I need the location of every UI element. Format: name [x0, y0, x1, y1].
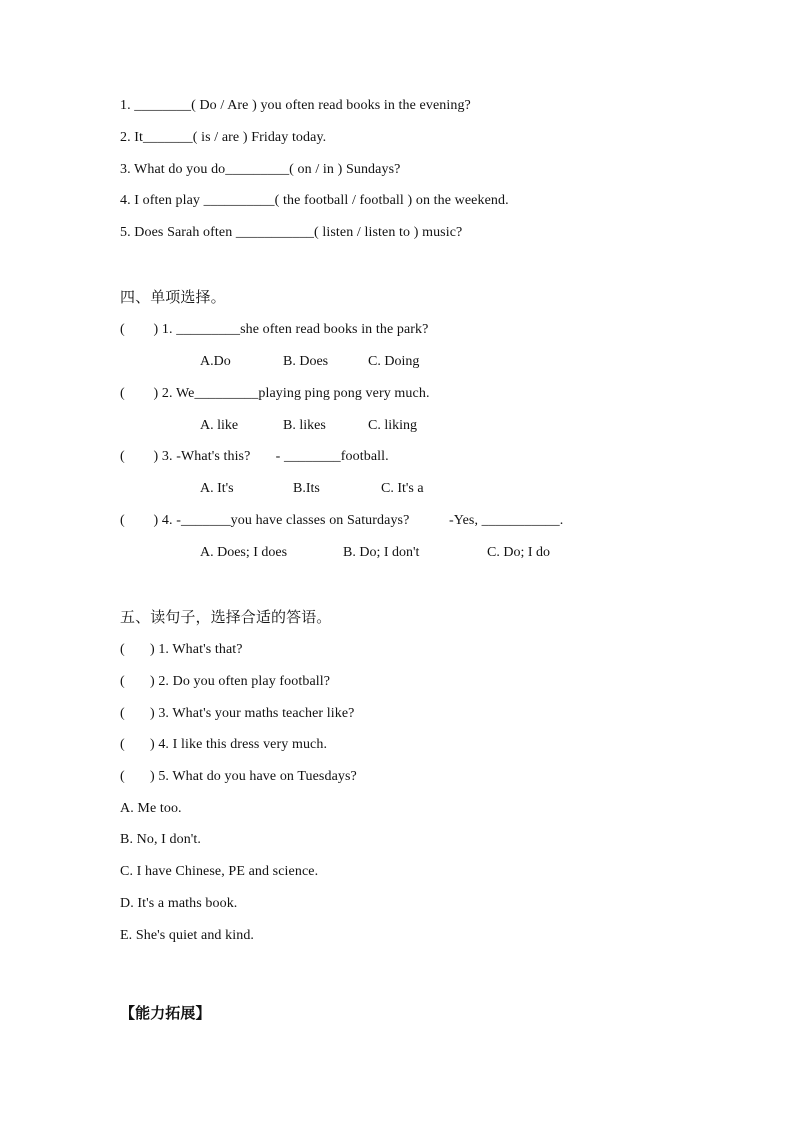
mc-q4-option-b: B. Do; I don't [343, 545, 420, 560]
match-question-3: ( ) 3. What's your maths teacher like? [120, 706, 355, 721]
section-4-title: 四、单项选择。 [120, 288, 226, 306]
mc-q2-option-c: C. liking [368, 418, 418, 433]
mc-q2-option-a: A. like [200, 418, 239, 433]
mc-q2-option-b: B. likes [283, 418, 326, 433]
mc-q4-option-a: A. Does; I does [200, 545, 288, 560]
mc-question-1: ( ) 1. _________she often read books in the park? [120, 322, 429, 337]
fill-item-1: 1. ________( Do / Are ) you often read books in the evening? [120, 98, 471, 113]
fill-item-4: 4. I often play __________( the football / football ) on the weekend. [120, 193, 509, 208]
answer-option-d: D. It's a maths book. [120, 896, 238, 911]
mc-question-3: ( ) 3. -What's this? - ________football. [120, 449, 389, 464]
extension-title: 【能力拓展】 [120, 1004, 211, 1022]
section-5-title: 五、读句子，选择合适的答语。 [120, 608, 332, 626]
mc-q1-option-b: B. Does [283, 354, 329, 369]
answer-option-c: C. I have Chinese, PE and science. [120, 864, 319, 879]
mc-q1-option-a: A.Do [200, 354, 231, 369]
match-question-2: ( ) 2. Do you often play football? [120, 674, 331, 689]
match-question-1: ( ) 1. What's that? [120, 642, 243, 657]
mc-q3-option-c: C. It's a [381, 481, 424, 496]
mc-question-2: ( ) 2. We_________playing ping pong very much. [120, 386, 430, 401]
fill-item-5: 5. Does Sarah often ___________( listen / listen to ) music? [120, 225, 463, 240]
fill-item-2: 2. It_______( is / are ) Friday today. [120, 130, 327, 145]
mc-q4-option-c: C. Do; I do [487, 545, 550, 560]
answer-option-b: B. No, I don't. [120, 832, 202, 847]
match-question-5: ( ) 5. What do you have on Tuesdays? [120, 769, 357, 784]
answer-option-a: A. Me too. [120, 801, 182, 816]
mc-question-4: ( ) 4. -_______you have classes on Saturdays? -Yes, ___________. [120, 513, 564, 528]
fill-item-3: 3. What do you do_________( on / in ) Sundays? [120, 162, 401, 177]
mc-q1-option-c: C. Doing [368, 354, 420, 369]
match-question-4: ( ) 4. I like this dress very much. [120, 737, 328, 752]
answer-option-e: E. She's quiet and kind. [120, 928, 255, 943]
mc-q3-option-b: B.Its [293, 481, 320, 496]
mc-q3-option-a: A. It's [200, 481, 234, 496]
